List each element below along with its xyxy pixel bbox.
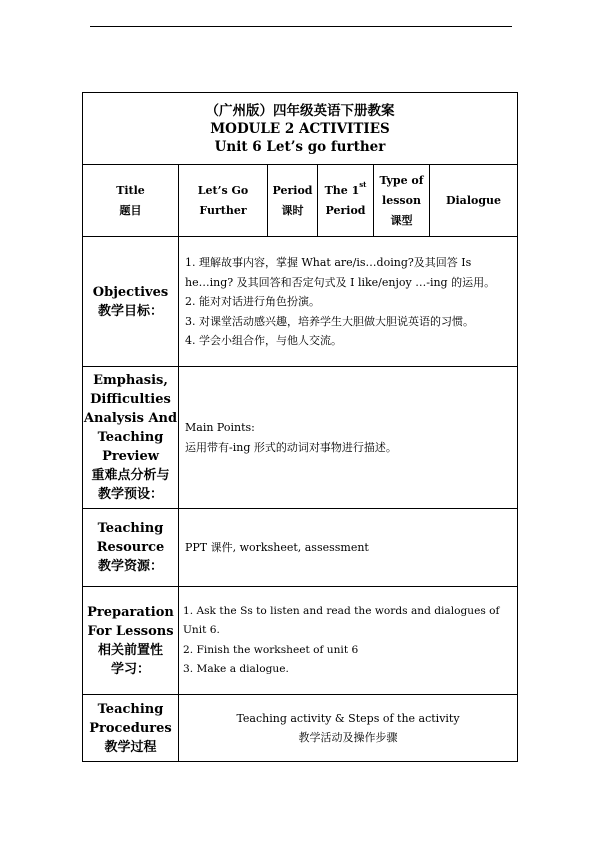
- objective-item: 3. 对课堂活动感兴趣，培养学生大胆做大胆说英语的习惯。: [185, 314, 474, 328]
- unit-title: Unit 6 Let’s go further: [214, 138, 386, 155]
- objectives-label-cn: 教学目标：: [97, 303, 163, 319]
- objective-item: 4. 学会小组合作，与他人交流。: [185, 334, 342, 347]
- period-label-cell: [268, 165, 318, 236]
- lesson-title-line1: Let’s Go: [197, 183, 249, 197]
- objectives-label-en: Objectives: [92, 284, 169, 300]
- emphasis-label-cell: [83, 367, 179, 508]
- emphasis-label-line: Preview: [102, 449, 159, 464]
- period-value-line1: [325, 181, 367, 201]
- preparation-row: [83, 587, 517, 695]
- procedures-heading: [236, 709, 459, 748]
- objectives-row: [83, 237, 517, 367]
- objective-item: 2. 能对对话进行角色扮演。: [185, 295, 320, 308]
- resource-row: [83, 509, 517, 587]
- objective-item: 1. 理解故事内容，掌握 What are/is…doing?及其回答 Is: [185, 256, 472, 269]
- period-value-prefix: The 1: [324, 183, 360, 197]
- header-block: [206, 103, 395, 155]
- resource-label-line: Resource: [96, 540, 165, 555]
- module-title: MODULE 2 ACTIVITIES: [210, 120, 390, 137]
- preparation-content-cell: [179, 587, 517, 694]
- objectives-content-cell: [179, 237, 517, 366]
- document-title: （广州版）四年级英语下册教案: [205, 102, 395, 119]
- preparation-item: 2. Finish the worksheet of unit 6: [183, 643, 359, 656]
- procedures-label-cell: [83, 695, 179, 761]
- preparation-label-line: 学习：: [110, 661, 150, 677]
- type-value: Dialogue: [445, 193, 502, 207]
- preparation-item: 1. Ask the Ss to listen and read the words and dialogues of Unit 6.: [183, 604, 500, 636]
- main-points-block: [179, 418, 397, 457]
- period-value-cell: [318, 165, 374, 236]
- top-rule: [90, 26, 512, 27]
- emphasis-label-line: Emphasis,: [93, 373, 168, 388]
- title-label-cell: [83, 165, 179, 236]
- procedures-label-line: Teaching: [97, 701, 164, 717]
- resource-content-cell: [179, 509, 517, 586]
- info-row: [83, 165, 517, 237]
- preparation-label-line: Preparation: [87, 604, 174, 620]
- lesson-title-line2: Further: [199, 203, 247, 217]
- preparation-item: 3. Make a dialogue.: [183, 663, 289, 675]
- lesson-title-cell: [179, 165, 268, 236]
- lesson-plan-table: [82, 92, 518, 762]
- type-label-line2: lesson: [382, 193, 421, 207]
- procedures-heading-cn: 教学活动及操作步骤: [298, 731, 398, 744]
- emphasis-content-cell: [179, 367, 517, 508]
- procedures-heading-en: Teaching activity & Steps of the activity: [236, 711, 460, 725]
- emphasis-label-line: 教学预设：: [97, 487, 163, 502]
- period-label-en: Period: [272, 183, 313, 197]
- period-label-cn: 课时: [281, 203, 304, 217]
- type-label-line1: Type of: [379, 173, 424, 187]
- title-label-en: Title: [116, 183, 145, 197]
- type-label-line3: 课型: [390, 213, 413, 227]
- emphasis-label-line: Difficulties: [90, 392, 171, 407]
- main-points-text: 运用带有-ing 形式的动词对事物进行描述。: [185, 440, 397, 454]
- objective-item: he…ing? 及其回答和否定句式及 I like/enjoy …-ing 的运用。: [185, 275, 496, 289]
- emphasis-label-line: Analysis And: [83, 411, 178, 426]
- preparation-list: [179, 602, 517, 680]
- table-header-row: [83, 93, 517, 165]
- main-points-label: Main Points:: [185, 421, 255, 434]
- period-value-sup: st: [359, 179, 367, 189]
- resource-text: PPT 课件, worksheet, assessment: [185, 540, 369, 554]
- emphasis-label-line: 重难点分析与: [91, 468, 170, 483]
- title-label-cn: 题目: [119, 203, 142, 217]
- procedures-label-line: 教学过程: [104, 739, 157, 755]
- emphasis-row: [83, 367, 517, 509]
- emphasis-label-line: Teaching: [97, 430, 164, 445]
- preparation-label-line: For Lessons: [87, 623, 174, 639]
- resource-label-cell: [83, 509, 179, 586]
- type-value-cell: [430, 165, 517, 236]
- objectives-label-cell: [83, 237, 179, 366]
- objectives-list: [179, 253, 517, 351]
- preparation-label-line: 相关前置性: [97, 642, 163, 658]
- period-value-suffix: Period: [325, 203, 366, 217]
- procedures-label-line: Procedures: [89, 720, 172, 736]
- preparation-label-cell: [83, 587, 179, 694]
- resource-label-line: Teaching: [97, 521, 164, 536]
- procedures-content-cell: [179, 695, 517, 761]
- type-label-cell: [374, 165, 430, 236]
- resource-label-line: 教学资源：: [97, 559, 163, 574]
- procedures-row: [83, 695, 517, 761]
